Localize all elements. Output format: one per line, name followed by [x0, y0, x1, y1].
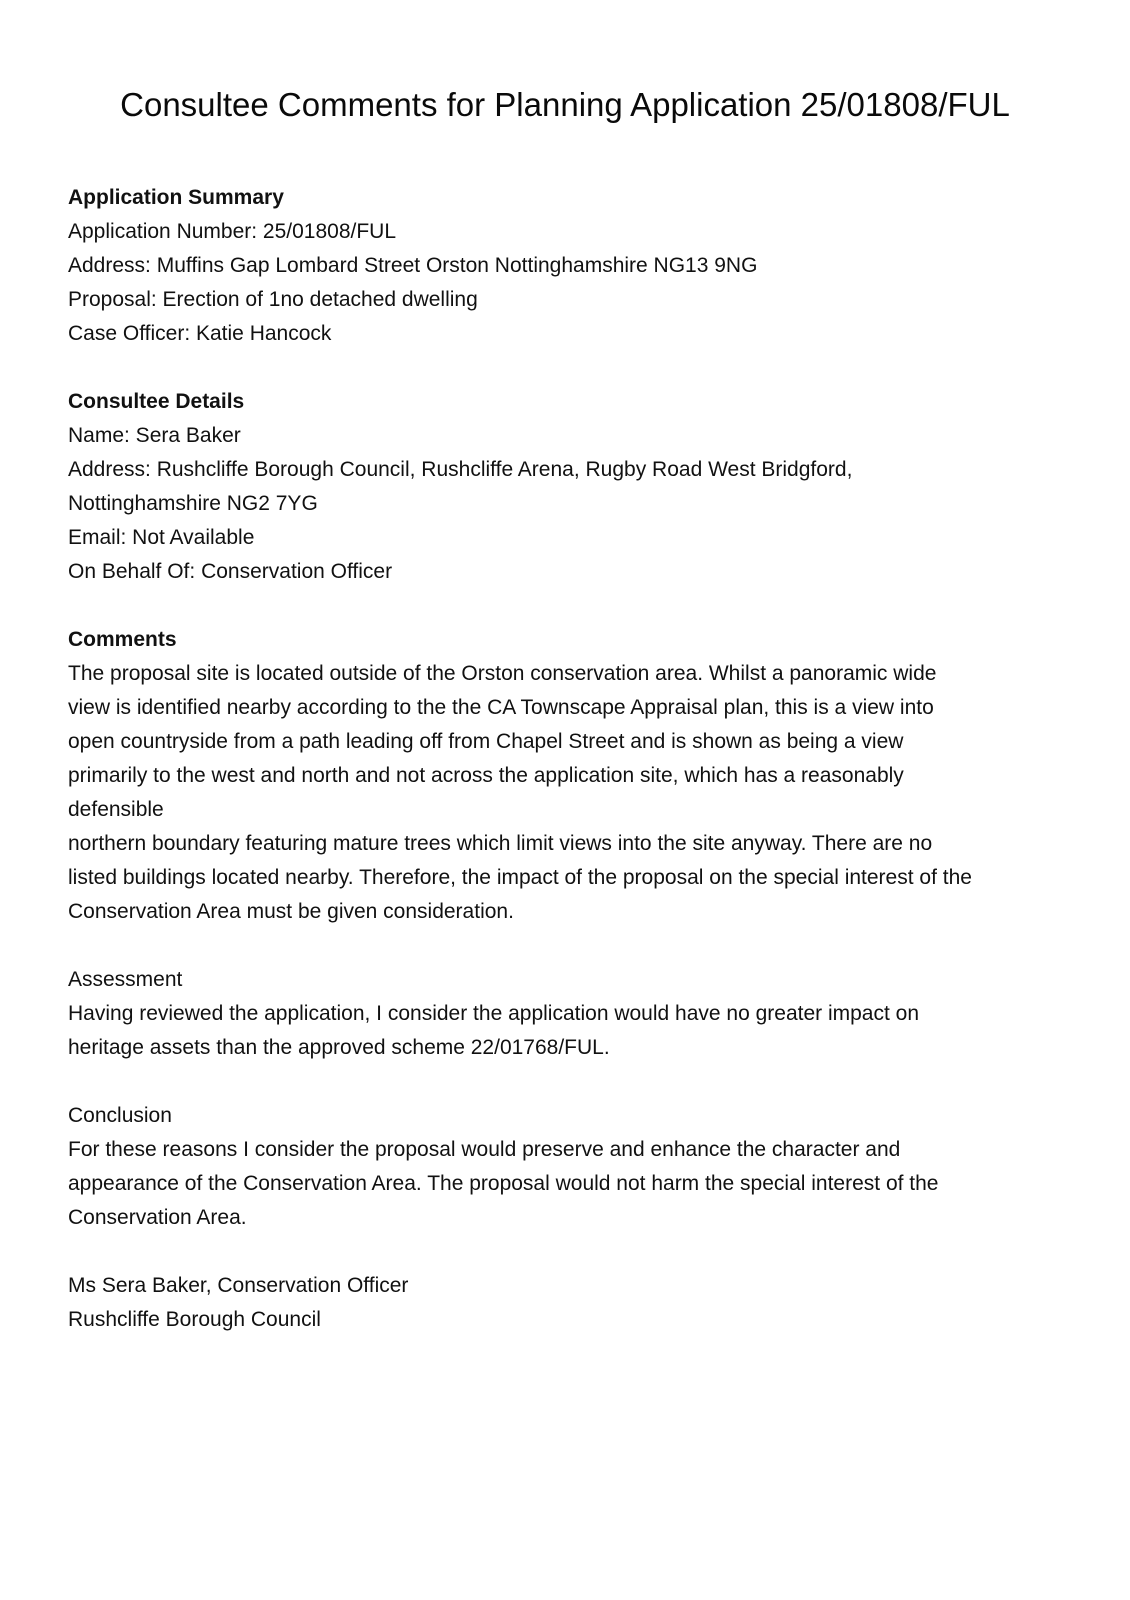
case-officer: Case Officer: Katie Hancock: [68, 322, 332, 345]
paragraph-spacer: [68, 1065, 1068, 1099]
consultee-address-line-1: Address: Rushcliffe Borough Council, Rushcliffe Arena, Rugby Road West Bridgford,: [68, 458, 853, 481]
comments-heading: Comments: [68, 628, 177, 651]
section-spacer: [68, 589, 1068, 623]
section-spacer: [68, 351, 1068, 385]
comments-line: open countryside from a path leading off from Chapel Street and is shown as being a view: [68, 730, 904, 753]
comments-section: [68, 623, 1068, 1337]
application-proposal: Proposal: Erection of 1no detached dwelling: [68, 288, 478, 311]
assessment-line: Having reviewed the application, I consider the application would have no greater impact on: [68, 1002, 920, 1025]
conclusion-line: Conservation Area.: [68, 1206, 247, 1229]
page-title: Consultee Comments for Planning Application 25/01808/FUL: [120, 86, 1010, 123]
paragraph-spacer: [68, 929, 1068, 963]
conclusion-line: For these reasons I consider the proposal would preserve and enhance the character and: [68, 1138, 901, 1161]
consultee-details-section: [68, 385, 1068, 589]
signature-name: Ms Sera Baker, Conservation Officer: [68, 1274, 409, 1297]
application-summary-heading: Application Summary: [68, 186, 284, 209]
consultee-address-line-2: Nottinghamshire NG2 7YG: [68, 492, 318, 515]
comments-line: defensible: [68, 798, 164, 821]
application-number: Application Number: 25/01808/FUL: [68, 220, 397, 243]
comments-line: listed buildings located nearby. Therefore, the impact of the proposal on the special interest of the: [68, 866, 972, 889]
consultee-email: Email: Not Available: [68, 526, 255, 549]
comments-line: northern boundary featuring mature trees which limit views into the site anyway. There are no: [68, 832, 933, 855]
signature-organisation: Rushcliffe Borough Council: [68, 1308, 321, 1331]
application-address: Address: Muffins Gap Lombard Street Orston Nottinghamshire NG13 9NG: [68, 254, 758, 277]
comments-line: Conservation Area must be given consideration.: [68, 900, 514, 923]
comments-line: The proposal site is located outside of the Orston conservation area. Whilst a panoramic wide: [68, 662, 937, 685]
paragraph-spacer: [68, 1235, 1068, 1269]
conclusion-line: appearance of the Conservation Area. The proposal would not harm the special interest of the: [68, 1172, 939, 1195]
comments-line: view is identified nearby according to the the CA Townscape Appraisal plan, this is a view into: [68, 696, 934, 719]
consultee-name: Name: Sera Baker: [68, 424, 241, 447]
comments-line: primarily to the west and north and not across the application site, which has a reasonably: [68, 764, 904, 787]
document-body: [68, 181, 1068, 1337]
conclusion-heading: Conclusion: [68, 1104, 172, 1127]
consultee-on-behalf-of: On Behalf Of: Conservation Officer: [68, 560, 393, 583]
assessment-line: heritage assets than the approved scheme 22/01768/FUL.: [68, 1036, 610, 1059]
consultee-details-heading: Consultee Details: [68, 390, 245, 413]
assessment-heading: Assessment: [68, 968, 183, 991]
application-summary-section: [68, 181, 1068, 351]
